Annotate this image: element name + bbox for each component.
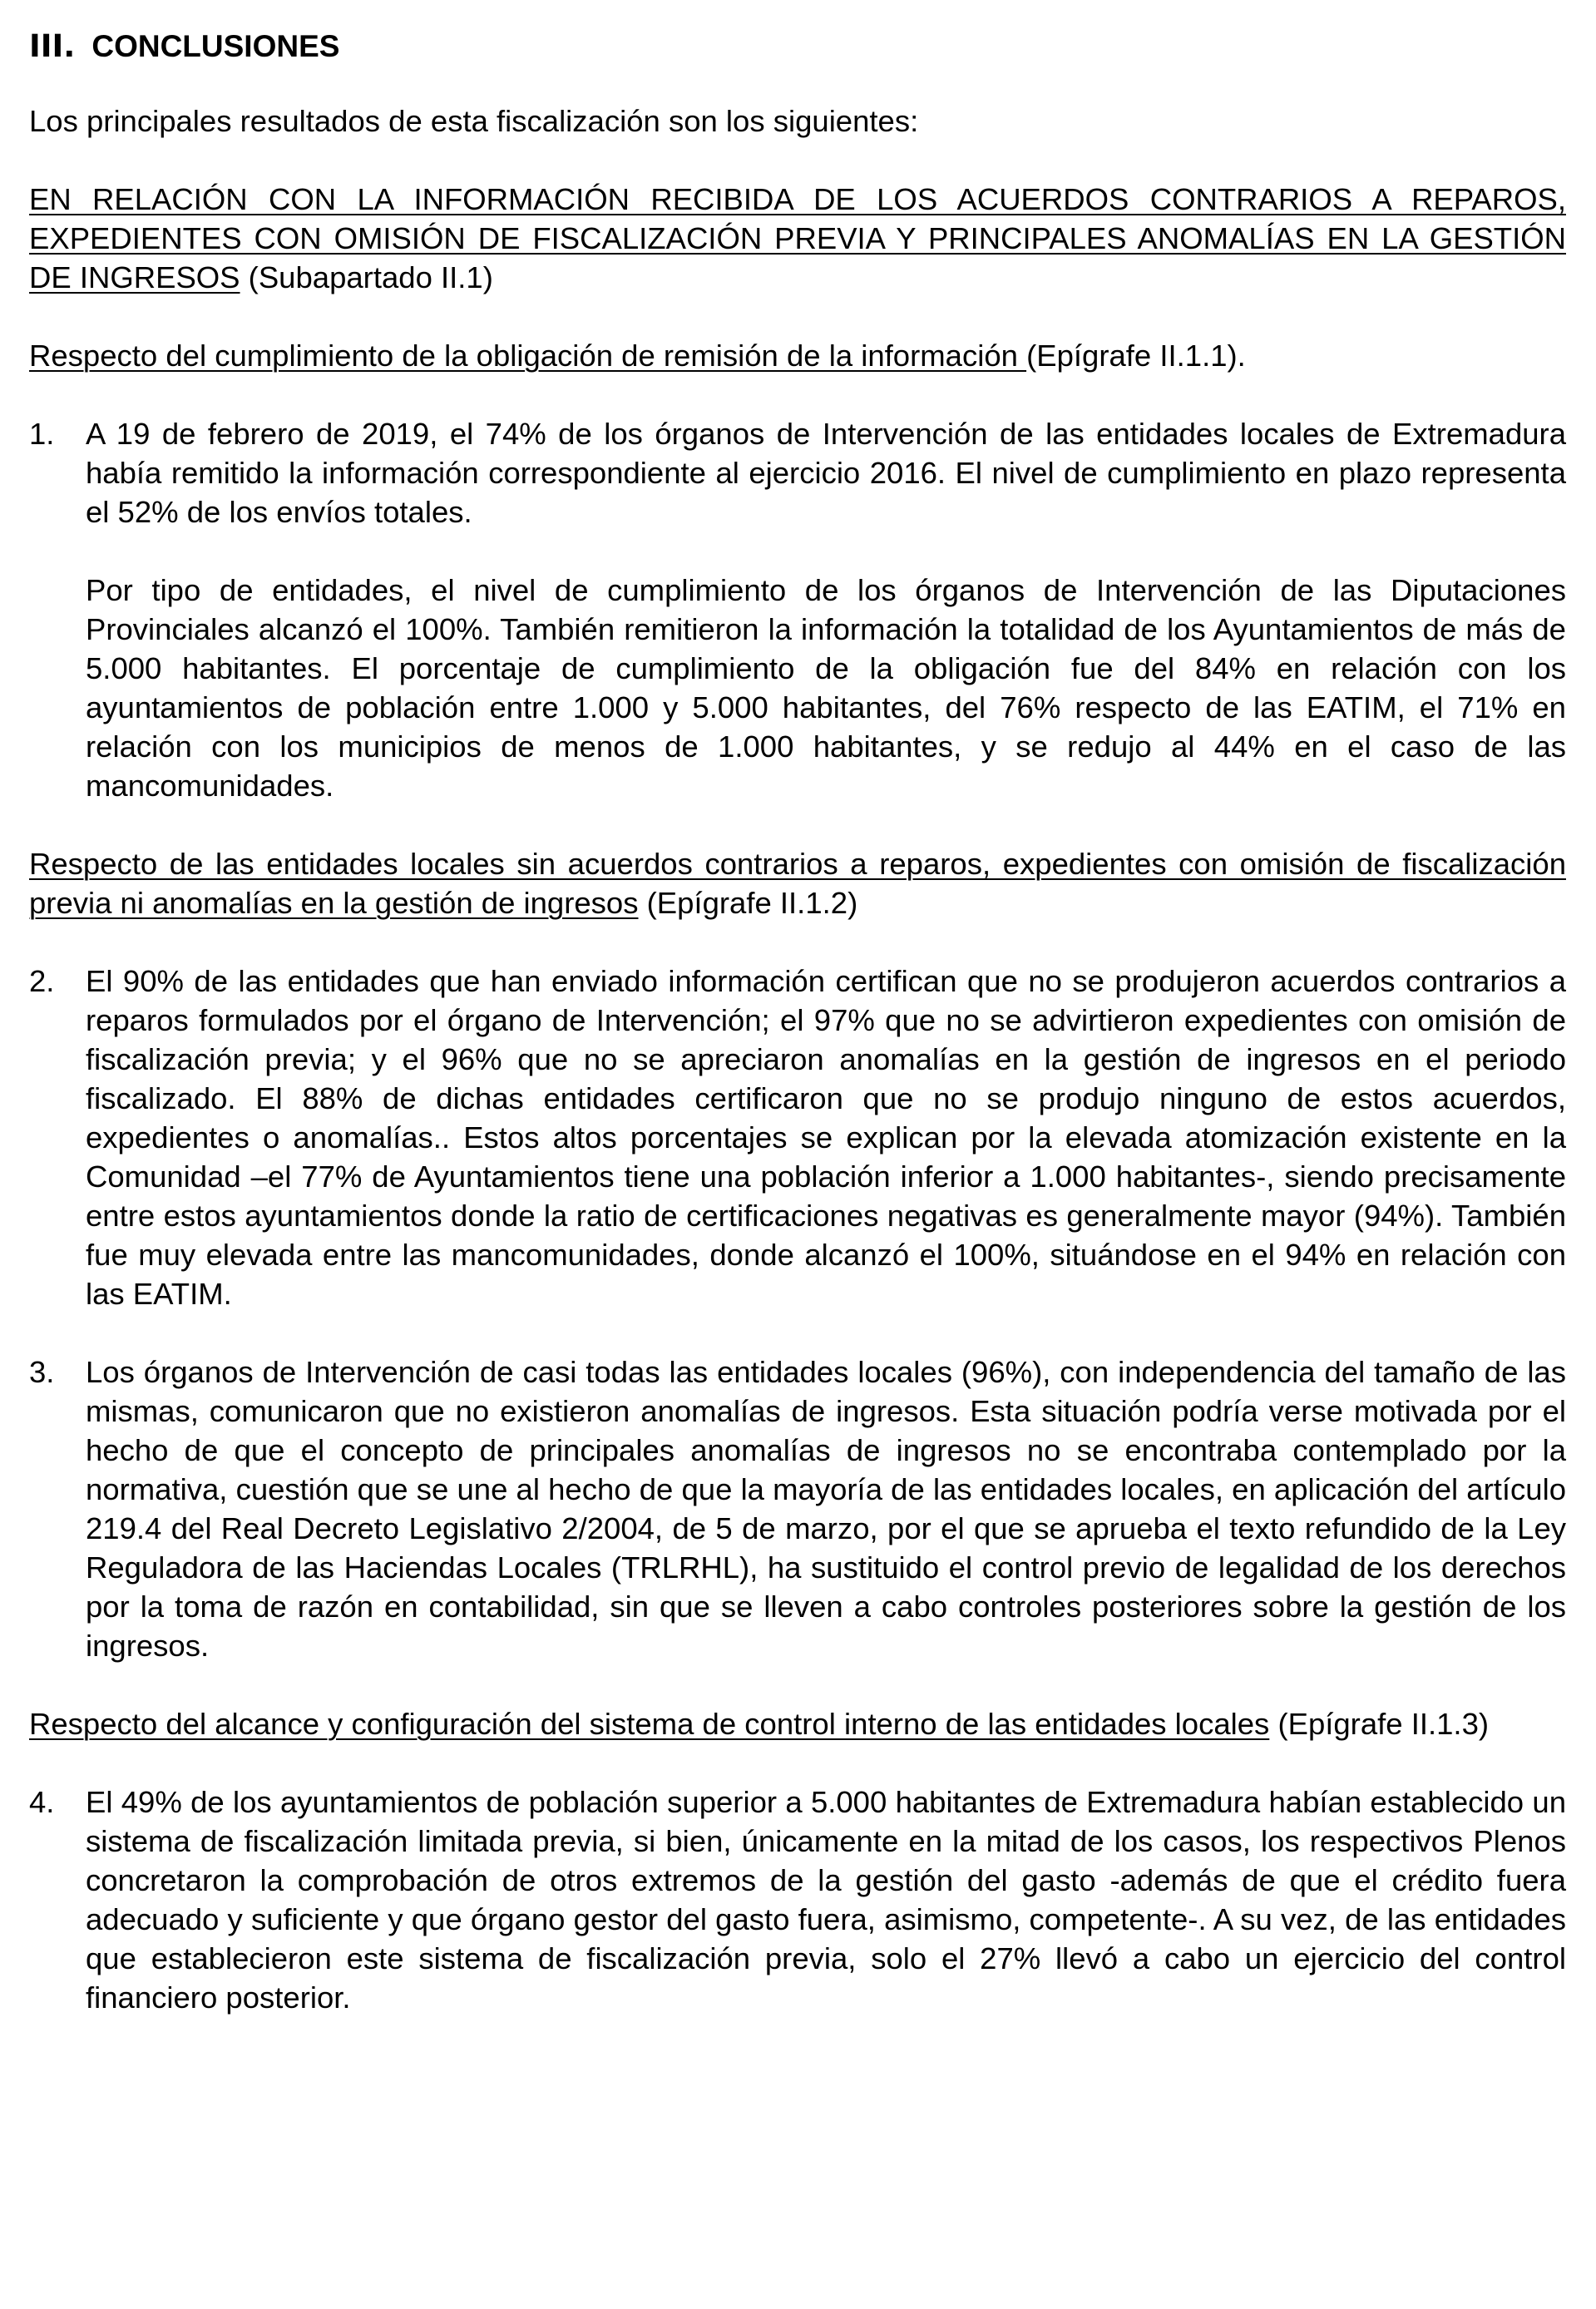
sub3-title: Respecto del alcance y configuración del sistema de control interno de las entidades locales: [29, 1707, 1270, 1741]
conclusion-item-2: [29, 962, 1566, 1313]
sub3-ref: (Epígrafe II.1.3): [1269, 1707, 1490, 1741]
heading-title: CONCLUSIONES: [91, 29, 340, 63]
item-number: 1.: [29, 417, 55, 451]
section1-title: EN RELACIÓN CON LA INFORMACIÓN RECIBIDA DE LOS ACUERDOS CONTRARIOS A REPAROS, EXPEDIENTES CON OMISIÓN DE FISCALIZACIÓN PREVIA Y PRINCIPALES ANOMALÍAS EN LA GESTIÓN DE INGRESOS: [29, 182, 1566, 294]
item-number: 3.: [29, 1355, 55, 1389]
section1-title-paragraph: [29, 180, 1566, 297]
sub1-ref: (Epígrafe II.1.1).: [1026, 339, 1246, 373]
heading-number: III.: [29, 28, 76, 64]
item-text-continued: Por tipo de entidades, el nivel de cumplimiento de los órganos de Intervención de las Diputaciones Provinciales alcanzó el 100%. También remitieron la información la totalidad de los Ayuntamientos de más de 5.000 habitantes. El porcentaje de cumplimiento de la obligación fue del 84% en relación con los ayuntamientos de población entre 1.000 y 5.000 habitantes, del 76% respecto de las EATIM, el 71% en relación con los municipios de menos de 1.000 habitantes, y se redujo al 44% en el caso de las mancomunidades.: [86, 573, 1566, 803]
item-text: El 90% de las entidades que han enviado información certifican que no se produjeron acuerdos contrarios a reparos formulados por el órgano de Intervención; el 97% que no se advirtieron expedientes con omisión de fiscalización previa; y el 96% que no se apreciaron anomalías en la gestión de ingresos en el periodo fiscalizado. El 88% de dichas entidades certificaron que no se produjo ninguno de estos acuerdos, expedientes o anomalías.. Estos altos porcentajes se explican por la elevada atomización existente en la Comunidad –el 77% de Ayuntamientos tiene una población inferior a 1.000 habitantes-, siendo precisamente entre estos ayuntamientos donde la ratio de certificaciones negativas es generalmente mayor (94%). También fue muy elevada entre las mancomunidades, donde alcanzó el 100%, situándose en el 94% en relación con las EATIM.: [86, 964, 1566, 1311]
sub2-ref: (Epígrafe II.1.2): [638, 886, 858, 920]
section-heading: [29, 25, 1566, 68]
conclusion-item-4: [29, 1782, 1566, 2017]
document-page: [29, 25, 1566, 2056]
sub2-title: Respecto de las entidades locales sin acuerdos contrarios a reparos, expedientes con omisión de fiscalización previa ni anomalías en la gestión de ingresos: [29, 847, 1566, 920]
section1-ref: (Subapartado II.1): [240, 260, 493, 294]
item-text: A 19 de febrero de 2019, el 74% de los órganos de Intervención de las entidades locales de Extremadura había remitido la información correspondiente al ejercicio 2016. El nivel de cumplimiento en plazo representa el 52% de los envíos totales.: [86, 417, 1566, 529]
conclusion-item-1: [29, 414, 1566, 805]
item-text: El 49% de los ayuntamientos de población superior a 5.000 habitantes de Extremadura habían establecido un sistema de fiscalización limitada previa, si bien, únicamente en la mitad de los casos, los respectivos Plenos concretaron la comprobación de otros extremos de la gestión del gasto -además de que el crédito fuera adecuado y suficiente y que órgano gestor del gasto fuera, asimismo, competente-. A su vez, de las entidades que establecieron este sistema de fiscalización previa, solo el 27% llevó a cabo un ejercicio del control financiero posterior.: [86, 1785, 1566, 2015]
sub1-title: Respecto del cumplimiento de la obligación de remisión de la información: [29, 339, 1027, 373]
item-text: Los órganos de Intervención de casi todas las entidades locales (96%), con independencia del tamaño de las mismas, comunicaron que no existieron anomalías de ingresos. Esta situación podría verse motivada por el hecho de que el concepto de principales anomalías de ingresos no se encontraba contemplado por la normativa, cuestión que se une al hecho de que la mayoría de las entidades locales, en aplicación del artículo 219.4 del Real Decreto Legislativo 2/2004, de 5 de marzo, por el que se aprueba el texto refundido de la Ley Reguladora de las Haciendas Locales (TRLRHL), ha sustituido el control previo de legalidad de los derechos por la toma de razón en contabilidad, sin que se lleven a cabo controles posteriores sobre la gestión de los ingresos.: [86, 1355, 1566, 1663]
item-number: 2.: [29, 964, 55, 998]
sub3-title-paragraph: [29, 1704, 1566, 1743]
intro-paragraph: Los principales resultados de esta fiscalización son los siguientes:: [29, 104, 919, 138]
sub1-title-paragraph: [29, 336, 1566, 375]
conclusion-item-3: [29, 1352, 1566, 1665]
item-number: 4.: [29, 1785, 55, 1819]
sub2-title-paragraph: [29, 844, 1566, 922]
